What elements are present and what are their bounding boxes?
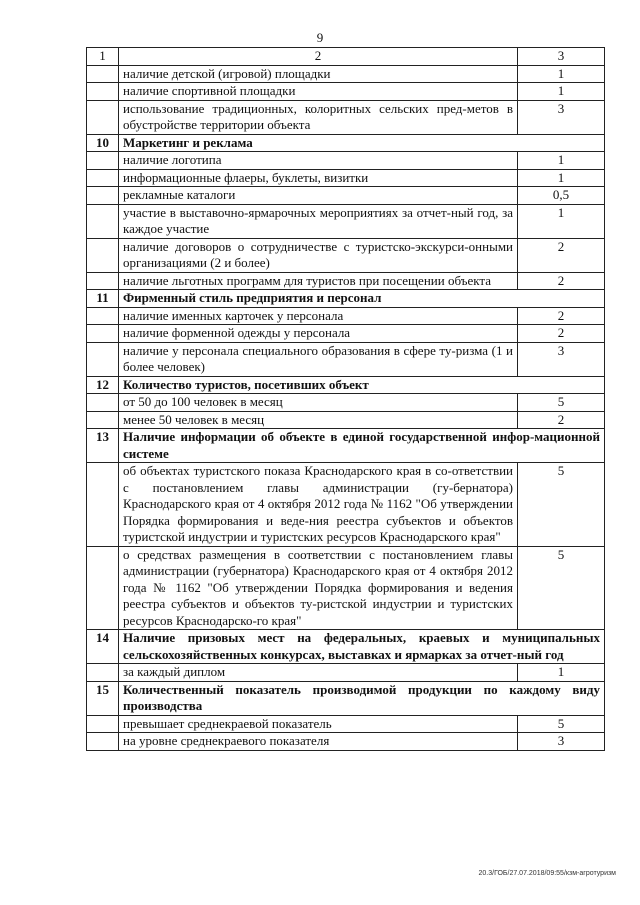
criterion-text: от 50 до 100 человек в месяц bbox=[119, 394, 518, 412]
header-col-1: 1 bbox=[87, 48, 119, 66]
header-col-3: 3 bbox=[518, 48, 605, 66]
criterion-score: 1 bbox=[518, 83, 605, 101]
criterion-score: 1 bbox=[518, 664, 605, 682]
header-col-2: 2 bbox=[119, 48, 518, 66]
criterion-score: 2 bbox=[518, 272, 605, 290]
table-row bbox=[87, 307, 605, 325]
section-number: 14 bbox=[87, 630, 119, 664]
criterion-score: 2 bbox=[518, 411, 605, 429]
section-title: Маркетинг и реклама bbox=[119, 134, 605, 152]
table-row bbox=[87, 272, 605, 290]
section-number: 15 bbox=[87, 681, 119, 715]
criterion-text: превышает среднекраевой показатель bbox=[119, 715, 518, 733]
section-number: 13 bbox=[87, 429, 119, 463]
table-row bbox=[87, 187, 605, 205]
section-title: Количественный показатель производимой продукции по каждому виду производства bbox=[119, 681, 605, 715]
row-number-cell bbox=[87, 394, 119, 412]
row-number-cell bbox=[87, 169, 119, 187]
criteria-table bbox=[86, 47, 605, 751]
table-row bbox=[87, 342, 605, 376]
criterion-score: 5 bbox=[518, 546, 605, 630]
row-number-cell bbox=[87, 100, 119, 134]
criterion-score: 2 bbox=[518, 307, 605, 325]
criterion-text: менее 50 человек в месяц bbox=[119, 411, 518, 429]
table-row bbox=[87, 733, 605, 751]
section-title: Наличие призовых мест на федеральных, краевых и муниципальных сельскохозяйственных конкурсах, выставках и ярмарках за отчет-ный год bbox=[119, 630, 605, 664]
table-row bbox=[87, 204, 605, 238]
row-number-cell bbox=[87, 733, 119, 751]
criterion-text: наличие у персонала специального образования в сфере ту-ризма (1 и более человек) bbox=[119, 342, 518, 376]
criterion-text: участие в выставочно-ярмарочных мероприятиях за отчет-ный год, за каждое участие bbox=[119, 204, 518, 238]
table-row bbox=[87, 169, 605, 187]
criterion-text: об объектах туристского показа Краснодарского края в со-ответствии с постановлением главы администрации (гу-бернатора) Краснодарского края от 4 октября 2012 года № 1162 "Об утверждении Порядка формирования и веде-ния реестра субъектов и объектов туристской индустрии и туристских ресурсов Краснодарского края" bbox=[119, 463, 518, 547]
criterion-score: 2 bbox=[518, 238, 605, 272]
row-number-cell bbox=[87, 463, 119, 547]
criterion-text: рекламные каталоги bbox=[119, 187, 518, 205]
footer-stamp: 20.3/ГОБ/27.07.2018/09:55/кзм-агротуризм bbox=[478, 870, 616, 877]
criterion-score: 3 bbox=[518, 342, 605, 376]
section-title: Количество туристов, посетивших объект bbox=[119, 376, 605, 394]
row-number-cell bbox=[87, 325, 119, 343]
criterion-score: 5 bbox=[518, 463, 605, 547]
criterion-text: наличие детской (игровой) площадки bbox=[119, 65, 518, 83]
criterion-score: 1 bbox=[518, 204, 605, 238]
header-row bbox=[87, 48, 605, 66]
criterion-text: наличие спортивной площадки bbox=[119, 83, 518, 101]
table-row bbox=[87, 152, 605, 170]
table-row bbox=[87, 411, 605, 429]
criterion-score: 1 bbox=[518, 65, 605, 83]
criterion-score: 5 bbox=[518, 394, 605, 412]
criteria-table-body bbox=[87, 48, 605, 751]
criterion-score: 3 bbox=[518, 100, 605, 134]
table-row bbox=[87, 394, 605, 412]
section-number: 10 bbox=[87, 134, 119, 152]
section-number: 11 bbox=[87, 290, 119, 308]
row-number-cell bbox=[87, 238, 119, 272]
table-row bbox=[87, 325, 605, 343]
section-row bbox=[87, 134, 605, 152]
table-row bbox=[87, 546, 605, 630]
row-number-cell bbox=[87, 342, 119, 376]
criterion-text: наличие логотипа bbox=[119, 152, 518, 170]
table-row bbox=[87, 83, 605, 101]
row-number-cell bbox=[87, 715, 119, 733]
section-row bbox=[87, 376, 605, 394]
criterion-score: 2 bbox=[518, 325, 605, 343]
criterion-text: использование традиционных, колоритных сельских пред-метов в обустройстве территории объекта bbox=[119, 100, 518, 134]
row-number-cell bbox=[87, 272, 119, 290]
row-number-cell bbox=[87, 187, 119, 205]
row-number-cell bbox=[87, 307, 119, 325]
page-number: 9 bbox=[316, 30, 324, 45]
criterion-score: 5 bbox=[518, 715, 605, 733]
section-row bbox=[87, 681, 605, 715]
section-row bbox=[87, 630, 605, 664]
row-number-cell bbox=[87, 65, 119, 83]
section-row bbox=[87, 429, 605, 463]
table-row bbox=[87, 664, 605, 682]
row-number-cell bbox=[87, 152, 119, 170]
row-number-cell bbox=[87, 411, 119, 429]
section-title: Наличие информации об объекте в единой государственной инфор-мационной системе bbox=[119, 429, 605, 463]
criterion-text: за каждый диплом bbox=[119, 664, 518, 682]
criterion-text: наличие льготных программ для туристов при посещении объекта bbox=[119, 272, 518, 290]
criterion-score: 1 bbox=[518, 152, 605, 170]
row-number-cell bbox=[87, 664, 119, 682]
criterion-text: наличие форменной одежды у персонала bbox=[119, 325, 518, 343]
row-number-cell bbox=[87, 546, 119, 630]
row-number-cell bbox=[87, 204, 119, 238]
criterion-score: 1 bbox=[518, 169, 605, 187]
table-row bbox=[87, 238, 605, 272]
criterion-text: на уровне среднекраевого показателя bbox=[119, 733, 518, 751]
row-number-cell bbox=[87, 83, 119, 101]
section-number: 12 bbox=[87, 376, 119, 394]
criterion-score: 3 bbox=[518, 733, 605, 751]
criterion-text: наличие договоров о сотрудничестве с туристско-экскурси-онными организациями (2 и более) bbox=[119, 238, 518, 272]
criterion-score: 0,5 bbox=[518, 187, 605, 205]
criterion-text: информационные флаеры, буклеты, визитки bbox=[119, 169, 518, 187]
section-row bbox=[87, 290, 605, 308]
table-row bbox=[87, 100, 605, 134]
table-row bbox=[87, 715, 605, 733]
table-row bbox=[87, 463, 605, 547]
table-row bbox=[87, 65, 605, 83]
criterion-text: наличие именных карточек у персонала bbox=[119, 307, 518, 325]
criterion-text: о средствах размещения в соответствии с постановлением главы администрации (губернатора) Краснодарского края от 4 октября 2012 года № 1162 "Об утверждении Порядка формирования и ведения реестра субъектов и объектов ту-ристской индустрии и туристских ресурсов Краснодарско-го края" bbox=[119, 546, 518, 630]
section-title: Фирменный стиль предприятия и персонал bbox=[119, 290, 605, 308]
